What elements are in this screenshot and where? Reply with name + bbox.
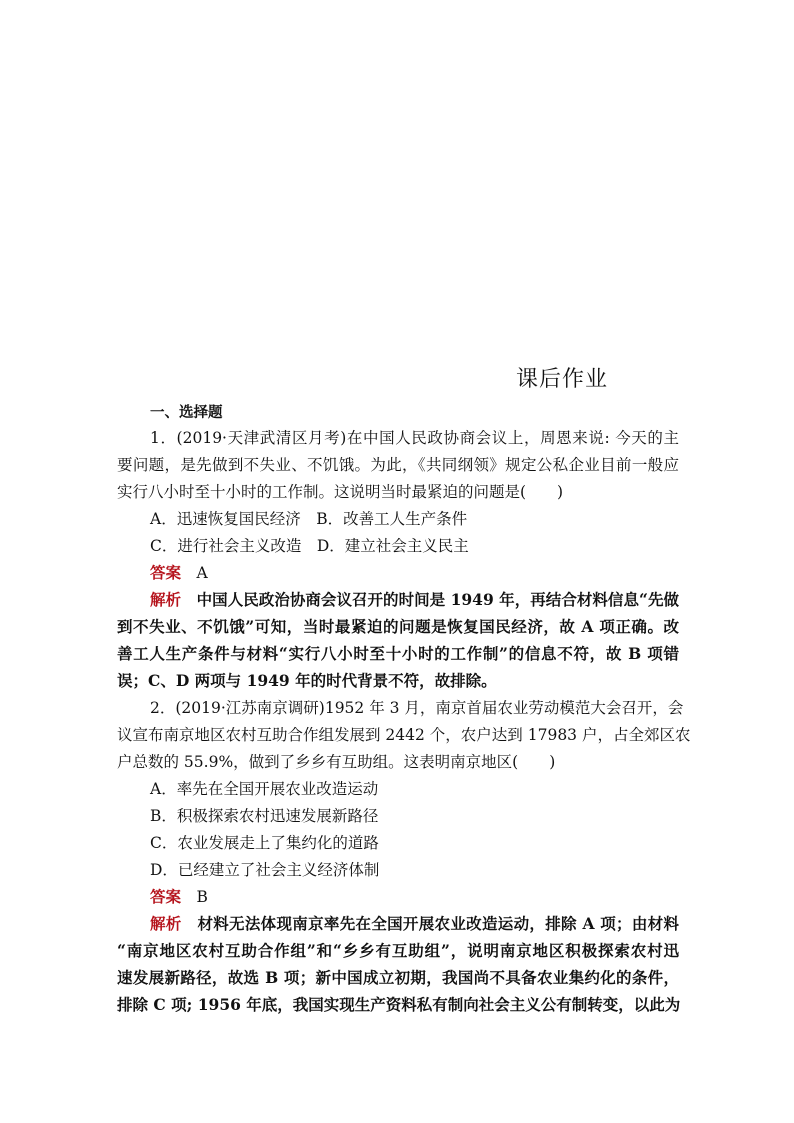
q1-answer <box>150 563 712 583</box>
q1-option-line: C．进行社会主义改造 D．建立社会主义民主 <box>150 537 469 555</box>
q2-analysis-line: “南京地区农村互助合作组”和“乡乡有互助组”，说明南京地区积极探索农村迅 <box>117 941 679 960</box>
answer-value: B <box>196 888 208 906</box>
q2-analysis-line: 排除 C 项; 1956 年底，我国实现生产资料私有制向社会主义公有制转变，以此为 <box>117 995 681 1014</box>
q2-stem-line: 户总数的 55.9%，做到了乡乡有互助组。这表明南京地区( ) <box>117 753 556 771</box>
q1-analysis-line <box>150 590 679 610</box>
q1-analysis-line: 到不失业、不饥饿”可知，当时最紧迫的问题是恢复国民经济，故 A 项正确。改 <box>117 617 679 636</box>
q1-stem-line: 实行八小时至十小时的工作制。这说明当时最紧迫的问题是( ) <box>117 483 564 501</box>
answer-label: 答案 <box>150 564 182 582</box>
q1-stem-line: 1．(2019·天津武清区月考)在中国人民政协商会议上，周恩来说: 今天的主 <box>150 429 679 447</box>
q2-option-line: A．率先在全国开展农业改造运动 <box>150 780 379 798</box>
q2-stem-line: 议宣布南京地区农村互助合作组发展到 2442 个，农户达到 17983 户，占全郊区农 <box>117 726 691 744</box>
q2-analysis-line: 速发展新路径，故选 B 项；新中国成立初期，我国尚不具备农业集约化的条件， <box>117 968 679 987</box>
q2-option-line: D．已经建立了社会主义经济体制 <box>150 861 380 879</box>
page-title: 课后作业 <box>516 367 609 392</box>
q2-option-line: C．农业发展走上了集约化的道路 <box>150 834 379 852</box>
q2-answer <box>150 887 712 907</box>
answer-value: A <box>196 564 208 582</box>
q2-stem-line: 2．(2019·江苏南京调研)1952 年 3 月，南京首届农业劳动模范大会召开，会 <box>150 699 684 717</box>
q1-option-line: A．迅速恢复国民经济 B．改善工人生产条件 <box>150 510 468 528</box>
analysis-text: 材料无法体现南京率先在全国开展农业改造运动，排除 A 项；由材料 <box>197 914 679 933</box>
q1-analysis-line: 善工人生产条件与材料“实行八小时至十小时的工作制”的信息不符，故 B 项错 <box>117 644 679 663</box>
section-heading: 一、选择题 <box>150 405 223 421</box>
q1-stem-line: 要问题，是先做到不失业、不饥饿。为此，《共同纲领》规定公私企业目前一般应 <box>117 456 679 474</box>
analysis-text: 中国人民政治协商会议召开的时间是 1949 年，再结合材料信息“先做 <box>196 590 679 609</box>
analysis-label: 解析 <box>150 915 182 933</box>
analysis-label: 解析 <box>150 591 182 609</box>
answer-label: 答案 <box>150 888 182 906</box>
q2-option-line: B．积极探索农村迅速发展新路径 <box>150 807 379 825</box>
q2-analysis-line <box>150 914 679 934</box>
q1-analysis-line: 误；C、D 两项与 1949 年的时代背景不符，故排除。 <box>117 671 497 690</box>
